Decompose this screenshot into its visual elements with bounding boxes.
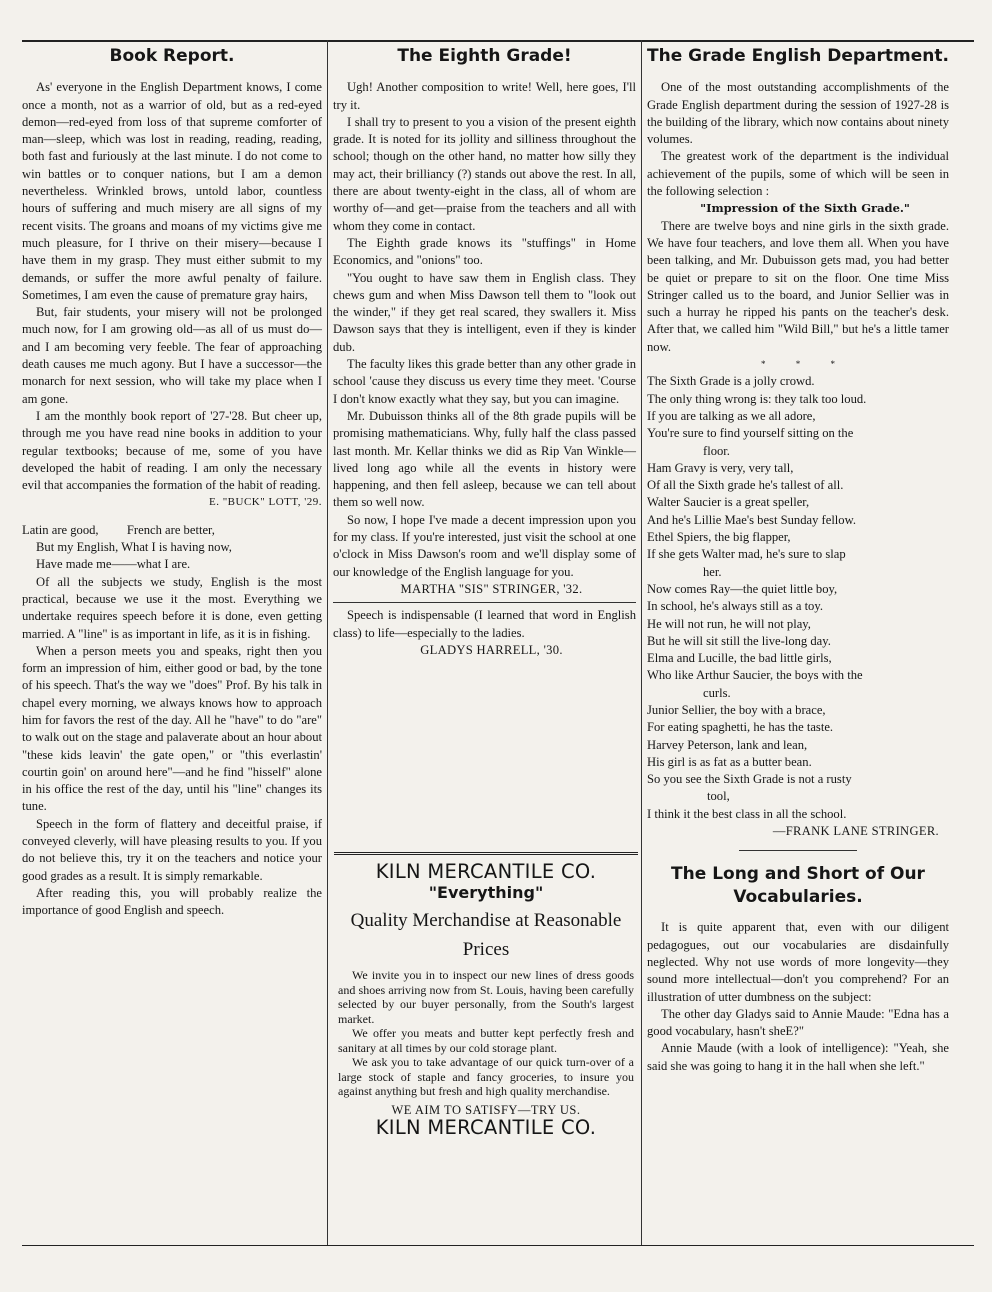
sixth-grade-subhead: "Impression of the Sixth Grade." bbox=[700, 201, 910, 216]
paragraph: The other day Gladys said to Annie Maude: "Edna has a good vocabulary, hasn't sheE?" bbox=[647, 1006, 949, 1039]
column-divider-left bbox=[327, 40, 328, 1245]
poem-line: But he will sit still the live-long day. bbox=[647, 633, 831, 648]
latin-verse bbox=[22, 522, 322, 574]
paragraph: After reading this, you will probably realize the importance of good English and speech. bbox=[22, 885, 322, 918]
grade-english-title: The Grade English Department. bbox=[647, 46, 949, 66]
column-eighth-grade bbox=[333, 44, 636, 659]
book-report-title: Book Report. bbox=[109, 46, 235, 66]
ad-top-rule bbox=[334, 852, 638, 855]
poem-line: Harvey Peterson, lank and lean, bbox=[647, 737, 808, 752]
bottom-rule bbox=[22, 1245, 974, 1246]
poem-line: Ethel Spiers, the big flapper, bbox=[647, 530, 791, 545]
poem-line: And he's Lillie Mae's best Sunday fellow. bbox=[647, 512, 857, 527]
paragraph: So now, I hope I've made a decent impression upon you for my class. If you're interested, just visit the school at one o'clock in Miss Dawson's room and we'll display some of our knowledge of the English language for you. bbox=[333, 512, 636, 579]
poem-line: He will not run, he will not play, bbox=[647, 616, 811, 631]
paragraph: Annie Maude (with a look of intelligence): "Yeah, she said she was going to hang it in the hall when she left." bbox=[647, 1041, 949, 1073]
paragraph: The greatest work of the department is the individual achievement of the pupils, some of which will be seen in the following selection : bbox=[647, 149, 949, 199]
paragraph: The Eighth grade knows its "stuffings" in Home Economics, and "onions" too. bbox=[333, 235, 636, 268]
vocabularies-title: The Long and Short of Our Vocabularies. bbox=[671, 864, 925, 908]
paragraph: Ugh! Another composition to write! Well, here goes, I'll try it. bbox=[333, 80, 636, 112]
poem-line: Elma and Lucille, the bad little girls, bbox=[647, 651, 832, 666]
ad-paragraph: We ask you to take advantage of our quick turn-over of a large stock of staple and fancy groceries, to insure you against anything but fresh and high quality merchandise. bbox=[338, 1055, 634, 1098]
poem-line: curls. bbox=[703, 685, 731, 700]
paragraph: But, fair students, your misery will not be prolonged much now, for I am growing old—as all of us must do—and I am becoming very feeble. The fear of approaching death causes me much agony. But I have a successor—the monarch for next session, who will take my place when I am gone. bbox=[22, 305, 322, 406]
paragraph: The faculty likes this grade better than any other grade in school 'cause they discuss us every time they meet. 'Course I don't know exactly what they say, but you can imagine. bbox=[333, 357, 636, 406]
poem-line: Walter Saucier is a great speller, bbox=[647, 495, 810, 510]
poem-line: floor. bbox=[703, 443, 730, 458]
paragraph: When a person meets you and speaks, right then you form an impression of him, either good or bad, by the tone of his speech. That's the way we "does" Prof. By his talk in chapel every morning, we always knows how to approach him for favors the rest of the day. All he "have" to do "are" to walk out on the stage and palaverate about an hour about "these kids leavin' the gate open," or "this everlastin' courtin goin' on around here"—and he find "hisself" alone in his office the rest of the day, until his "line" changes its tune. bbox=[22, 643, 322, 814]
poem-line: If you are talking as we all adore, bbox=[647, 408, 816, 423]
column-grade-english bbox=[647, 44, 949, 1075]
poem-line: The Sixth Grade is a jolly crowd. bbox=[647, 374, 815, 389]
paragraph: Of all the subjects we study, English is the most practical, because we use it the most. Everything we undertake requires speech before it is done, even getting married. A "line" is as important in life, as it is in fishing. bbox=[22, 574, 322, 641]
poem-line: Of all the Sixth grade he's tallest of all. bbox=[647, 478, 844, 493]
section-stars: * * * bbox=[761, 359, 849, 370]
paragraph: I am the monthly book report of '27-'28. But cheer up, through me you have read nine books in addition to your regular textbooks; because of me, some of you have developed the habit of reading. I am only the necessary evil that accompanies the formation of the habit of reading. bbox=[22, 408, 322, 493]
poem-line: her. bbox=[703, 564, 722, 579]
poem-line: You're sure to find yourself sitting on the bbox=[647, 426, 854, 441]
paragraph: One of the most outstanding accomplishments of the Grade English department during the session of 1927-28 is the building of the library, which now contains about ninety volumes. bbox=[647, 80, 949, 147]
poem-line: In school, he's always still as a toy. bbox=[647, 599, 823, 614]
paragraph: There are twelve boys and nine girls in the sixth grade. We have four teachers, and love them all. When you have been talking, and Mr. Dubuisson gets mad, you had better be quiet or prepare to sit on the floor. One time Miss Stringer called us to the board, and Junior Sellier was in such a hurray he ripped his pants on the teacher's desk. After that, we called him "Wild Bill," but he's a little tamer now. bbox=[647, 218, 949, 354]
poem-line: I think it the best class in all the school. bbox=[647, 806, 847, 821]
divider bbox=[333, 602, 636, 603]
poem-line: The only thing wrong is: they talk too loud. bbox=[647, 391, 867, 406]
poem-line: Ham Gravy is very, very tall, bbox=[647, 460, 794, 475]
poem-line: For eating spaghetti, he has the taste. bbox=[647, 720, 834, 735]
ad-paragraph: We offer you meats and butter kept perfectly fresh and sanitary at all times by our cold storage plant. bbox=[338, 1026, 634, 1055]
poem-line: Junior Sellier, the boy with a brace, bbox=[647, 702, 826, 717]
poem-line: If she gets Walter mad, he's sure to slap bbox=[647, 547, 846, 562]
eighth-grade-signature: MARTHA "SIS" STRINGER, '32. bbox=[400, 581, 583, 596]
poem-line: Who like Arthur Saucier, the boys with the bbox=[647, 668, 863, 683]
ad-company-name-bottom: KILN MERCANTILE CO. bbox=[375, 1116, 597, 1139]
poem-signature: —FRANK LANE STRINGER. bbox=[772, 824, 939, 839]
book-report-signature: E. "BUCK" LOTT, '29. bbox=[208, 496, 322, 509]
ad-paragraph: We invite you in to inspect our new lines of dress goods and shoes arriving now from St. Louis, having been carefully selected by our buyer personally, from the South's largest market. bbox=[338, 968, 634, 1026]
kiln-mercantile-ad bbox=[334, 852, 638, 1139]
speech-paragraph: Speech is indispensable (I learned that word in English class) to life—especially to the ladies. bbox=[333, 608, 636, 640]
poem-line: So you see the Sixth Grade is not a rusty bbox=[647, 772, 852, 787]
column-book-report bbox=[22, 44, 322, 920]
ad-tagline: WE AIM TO SATISFY—TRY US. bbox=[391, 1102, 581, 1117]
ad-headline: Quality Merchandise at Reasonable Prices bbox=[350, 910, 622, 960]
poem-line: His girl is as fat as a butter bean. bbox=[647, 754, 812, 769]
speech-signature: GLADYS HARRELL, '30. bbox=[420, 642, 563, 657]
paragraph: As' everyone in the English Department knows, I come once a month, not as a warrior of old, but as a red-eyed demon—red-eyed from loss of that supreme comforter of man—sleep, which was lost in reading, reading, reading, both fast and furiously at the last minute. I do not come to win battles or to conquer nations, but I am a demon nevertheless. Wrinkled brows, untold labor, countless hours of suffering and much misery are all signs of my recent visits. The groans and moans of my victims give me much pleasure, for I thrive on their misery—because I have them in my grasp. They must either submit to my demands, or suffer the more awful penalty of failure. Sometimes, I am even the cause of premature gray hairs, bbox=[22, 80, 322, 302]
ad-slogan: "Everything" bbox=[428, 882, 544, 902]
column-divider-right bbox=[641, 40, 642, 1245]
top-rule bbox=[22, 40, 974, 42]
paragraph: I shall try to present to you a vision of the present eighth grade. It is noted for its jollity and silliness throughout the school; though on the other hand, no matter how silly they may act, their brilliancy (?) stands out above the rest. In all, there are about twenty-eight in the class, all of whom are worthy of—and get—praise from the teachers and all with whom they come in contact. bbox=[333, 114, 636, 233]
verse-line: Latin are good, French are better, bbox=[22, 522, 215, 537]
paragraph: Mr. Dubuisson thinks all of the 8th grade pupils will be promising mathematicians. Why, fully half the class passed last month. Mr. Kellar thinks we did as Rip Van Winkle—lived long ago while all the events in history were happening, and then fell asleep, because we can tell about them so well now. bbox=[333, 408, 636, 510]
verse-line: But my English, What I is having now, bbox=[36, 540, 232, 555]
poem-line: Now comes Ray—the quiet little boy, bbox=[647, 581, 838, 596]
short-divider bbox=[739, 850, 857, 851]
paragraph: Speech in the form of flattery and deceitful praise, if conveyed cleverly, will have pleasing results to you. If you do not believe this, try it on the teachers and notice your good grades as a result. It is simply remarkable. bbox=[22, 816, 322, 883]
ad-company-name-top: KILN MERCANTILE CO. bbox=[375, 860, 597, 883]
verse-line: Have made me——what I are. bbox=[36, 557, 191, 572]
paragraph: It is quite apparent that, even with our diligent pedagogues, out our vocabularies are disdainfully neglected. Why not use words of more longevity—they sound more intellectual—don't you comprehend? For an illustration of utter dumbness on the subject: bbox=[647, 920, 949, 1004]
eighth-grade-title: The Eighth Grade! bbox=[397, 46, 572, 66]
sixth-grade-poem bbox=[647, 373, 949, 823]
paragraph: "You ought to have saw them in English class. They chews gum and when Miss Dawson tell them to "look out the winder," if they get real scared, they swallers it. Miss Dawson says that they is intelligent, even if they is kinder dub. bbox=[333, 270, 636, 354]
poem-line: tool, bbox=[707, 789, 730, 804]
